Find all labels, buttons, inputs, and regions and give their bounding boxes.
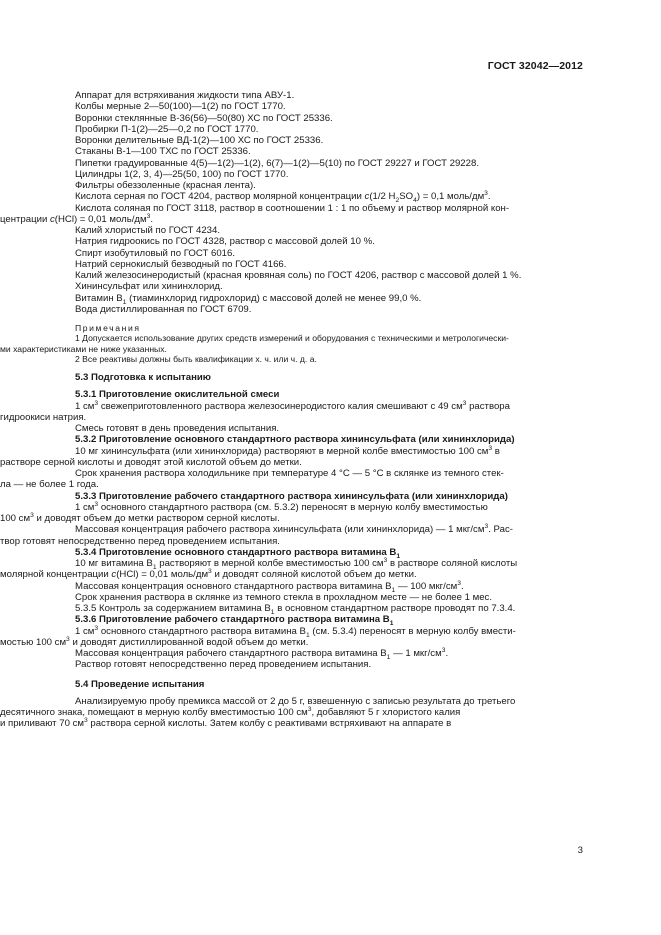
paragraph-cont [0,718,585,729]
subscript: 1 [396,552,401,560]
text: молярной концентрации [0,569,112,581]
text: (см. 5.3.4) переносят в мерную колбу вмести- [309,625,516,637]
text: в [492,445,500,457]
superscript: 3 [94,624,99,632]
section-5-3-2-title: 5.3.2 Приготовление основного стандартного раствора хининсульфата (или хининхлорида) [75,434,515,446]
note-1: 1 Допускается использование других средств измерений и оборудования с техническими и метрологически- [75,333,509,344]
subscript: 1 [391,586,396,594]
text: 1 см [75,501,95,513]
subscript: 2 [395,197,400,205]
paragraph-cont [0,637,585,648]
paragraph: Смесь готовят в день проведения испытания. [75,423,280,435]
list-item: Стаканы В-1—100 ТХС по ГОСТ 25336. [75,146,251,158]
text: 5.3.6 Приготовление рабочего стандартного раствора витамина B [75,614,390,626]
superscript: 3 [484,190,488,198]
superscript: 3 [83,717,88,725]
text: 10 мг витамина B [75,558,153,570]
spacer [75,671,585,679]
superscript: 3 [30,512,34,519]
superscript: 3 [94,399,99,407]
superscript: 3 [307,706,312,713]
text: — 100 мкг/см [395,580,458,592]
text: , добавляют 5 г хлористого калия [311,707,461,719]
paragraph: Раствор готовят непосредственно перед проведением испытания. [75,659,372,671]
superscript: 3 [94,500,99,508]
text: 10 мг хининсульфата (или хининхлорида) растворяют в мерной колбе вместимостью 100 см [75,445,489,457]
paragraph-cont: твор готовят непосредственно перед проведением испытания. [0,535,280,547]
text: мостью 100 см [0,636,67,648]
text: . [150,213,154,225]
paragraph-cont: гидроокиси натрия. [0,411,87,423]
subscript: 1 [270,609,275,617]
list-item: Хининсульфат или хининхлорид. [75,281,223,293]
text: 5.3.5 Контроль за содержанием витамина B [75,603,271,615]
subscript: 1 [386,654,391,662]
paragraph [75,603,585,617]
subscript: 4 [413,197,417,205]
superscript: 3 [441,647,446,654]
paragraph [75,502,585,513]
text: (HCl) = 0,01 моль/дм [116,569,209,581]
text: 1 см [75,625,95,637]
text: в растворе соляной кислоты [387,558,518,570]
notes-title: Примечания [75,323,141,333]
text: Массовая концентрация основного стандартного раствора витамина B [75,580,392,592]
text: Массовая концентрация рабочего раствора хининсульфата (или хининхлорида) — 1 мкг/см [75,524,485,536]
section-5-3-4-title [75,547,585,558]
subscript: 1 [305,631,310,639]
list-item: Натрия гидроокись по ГОСТ 4328, раствор с массовой долей 10 %. [75,236,375,248]
list-item: Аппарат для встряхивания жидкости типа АВУ-1. [75,90,295,101]
text: (тиаминхлорид гидрохлорид) с массовой долей не менее 99,0 %. [126,292,422,304]
document-header: ГОСТ 32042—2012 [487,60,583,72]
text: основного стандартного раствора витамина B [98,625,306,637]
text: 100 см [0,513,31,525]
text: Витамин B [75,292,123,304]
text: . [445,648,449,660]
text: c [364,191,370,203]
list-item: Калий железосинеродистый (красная кровяная соль) по ГОСТ 4206, раствор с массовой долей 1 %. [75,270,522,281]
paragraph [75,581,585,592]
hydrochloric-acid-item-cont [0,214,585,225]
note-2: 2 Все реактивы должны быть квалификации х. ч. или ч. д. а. [75,353,317,364]
text: ) = 0,1 моль/дм [416,191,485,203]
reagent-list [75,225,585,293]
text: — 1 мкг/см [390,648,442,660]
text: Кислота соляная по ГОСТ 3118, раствор в соотношении 1 : 1 по объему и раствор молярной кон- [75,202,510,214]
list-item: Пипетки градуированные 4(5)—1(2)—1(2), 6(7)—1(2)—5(10) по ГОСТ 29227 и ГОСТ 29228. [75,157,479,169]
vitamin-item [75,293,585,304]
paragraph [75,557,585,572]
hydrochloric-acid-item [75,203,585,214]
paragraph [75,446,585,457]
paragraph [75,401,585,412]
text: c [111,569,117,581]
equipment-list [75,90,585,191]
text: (1/2 H [369,191,396,203]
text: растворяют в мерной колбе вместимостью 100 см [156,558,384,570]
list-item: Пробирки П-1(2)—25—0,2 по ГОСТ 1770. [75,123,259,135]
superscript: 3 [383,557,388,564]
text: в основном стандартном растворе проводят по 7.3.4. [274,603,516,615]
section-5-4-title: 5.4 Проведение испытания [75,678,205,690]
subscript: 1 [122,298,127,306]
text: свежеприготовленного раствора железосинеродистого калия смешивают с 49 см [98,400,463,412]
list-item: Воронки делительные ВД-1(2)—100 ХС по ГОСТ 25336. [75,135,324,146]
subscript: 1 [389,620,394,628]
text: центрации [0,213,50,225]
paragraph-cont [0,513,585,524]
list-item: Спирт изобутиловый по ГОСТ 6016. [75,247,236,259]
text: десятичного знака, помещают в мерную колбу вместимостью 100 см [0,707,308,719]
water-item: Вода дистиллированная по ГОСТ 6709. [75,303,252,315]
sulfuric-acid-item [75,190,585,205]
list-item: Калий хлористый по ГОСТ 4234. [75,225,221,236]
text: (HCl) = 0,01 моль/дм [54,213,147,225]
page-number: 3 [577,845,583,856]
subscript: 1 [152,564,157,572]
superscript: 3 [146,212,151,220]
text: раствора [466,400,510,412]
spacer [75,364,585,372]
paragraph: Срок хранения раствора в склянке из темного стекла в прохладном месте — не более 1 мес. [75,591,493,603]
text: . [460,580,464,592]
text: и доводят соляной кислотой объем до метки. [211,569,417,581]
section-5-3-title: 5.3 Подготовка к испытанию [75,372,211,384]
paragraph [75,524,585,535]
superscript: 3 [488,444,493,452]
paragraph [75,647,585,662]
paragraph: Анализируемую пробу премикса массой от 2 до 5 г, взвешенную с записью результата до третьего [75,695,516,707]
section-5-3-3-title: 5.3.3 Приготовление рабочего стандартного раствора хининсульфата (или хининхлорида) [75,490,508,502]
text: и доводят дистиллированной водой объем до метки. [69,636,309,648]
text: Массовая концентрация рабочего стандартного раствора витамина B [75,648,387,660]
superscript: 3 [66,635,70,643]
paragraph-cont [0,569,585,580]
section-5-3-1-title: 5.3.1 Приготовление окислительной смеси [75,389,280,401]
list-item: Цилиндры 1(2, 3, 4)—25(50, 100) по ГОСТ 1770. [75,168,289,180]
text: . Рас- [488,524,513,536]
spacer [75,315,585,321]
note-1-cont: ми характеристиками не ниже указанных. [0,343,167,354]
text: c [49,213,55,225]
list-item: Колбы мерные 2—50(100)—1(2) по ГОСТ 1770. [75,101,286,113]
text: и доводят объем до метки раствором серной кислоты. [33,513,280,525]
paragraph [75,626,585,637]
list-item: Воронки стеклянные В-36(56)—50(80) ХС по ГОСТ 25336. [75,112,333,124]
text: 1 см [75,400,95,412]
paragraph-cont: ла — не более 1 года. [0,479,99,491]
text: и приливают 70 см [0,718,84,730]
text: раствора серной кислоты. Затем колбу с реактивами встряхивают на аппарате в [87,718,452,730]
paragraph: Срок хранения раствора холодильнике при температуре 4 °С — 5 °С в склянке из темного стек- [75,468,504,480]
text: Кислота серная по ГОСТ 4204, раствор молярной концентрации [75,191,365,203]
text: 5.3.4 Приготовление основного стандартного раствора витамина B [75,546,397,558]
section-5-3-6-title [75,614,585,628]
list-item: Натрий сернокислый безводный по ГОСТ 4166. [75,258,287,270]
superscript: 3 [208,568,212,576]
paragraph-cont: растворе серной кислоты и доводят этой кислотой объем до метки. [0,456,302,468]
document-body [0,90,585,730]
text: основного стандартного раствора (см. 5.3.2) переносят в мерную колбу вместимостью [98,501,488,513]
superscript: 3 [462,399,467,407]
text: SO [399,191,414,203]
superscript: 3 [484,523,489,531]
list-item: Фильтры обеззоленные (красная лента). [75,180,256,191]
text: . [487,191,491,203]
superscript: 3 [457,579,461,587]
